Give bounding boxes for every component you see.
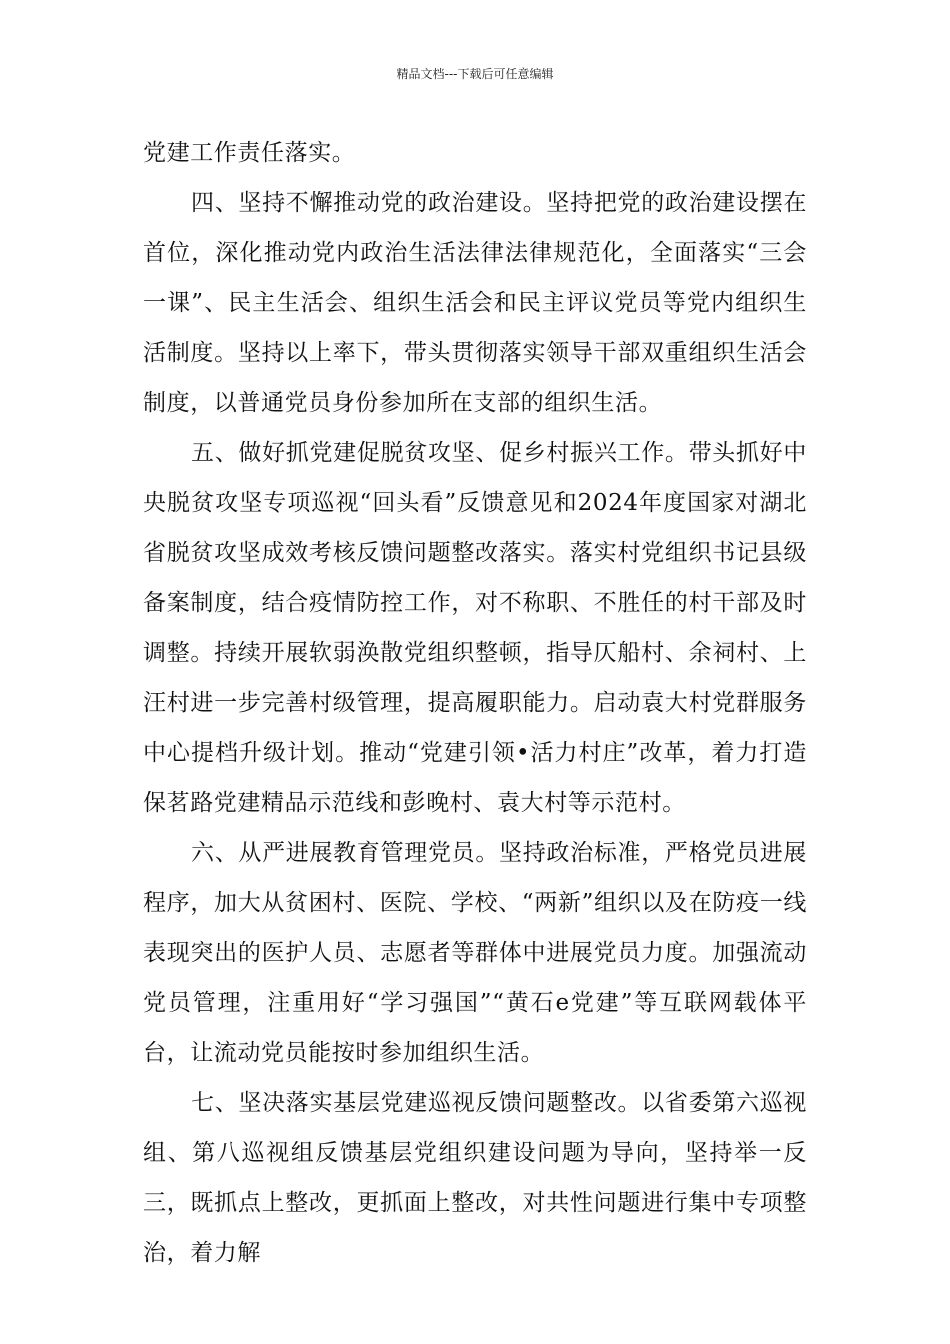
paragraph-continuation: 党建工作责任落实。	[143, 140, 356, 166]
paragraph-section-7: 七、坚决落实基层党建巡视反馈问题整改。以省委第六巡视组、第八巡视组反馈基层党组织建设问题为导向，坚持举一反三，既抓点上整改，更抓面上整改，对共性问题进行集中专项整治，着力解	[143, 1090, 807, 1266]
paragraph-section-6: 六、从严进展教育管理党员。坚持政治标准，严格党员进展程序，加大从贫困村、医院、学校、“两新”组织以及在防疫一线表现突出的医护人员、志愿者等群体中进展党员力度。加强流动党员管理，注重用好“学习强国”“黄石e党建”等互联网载体平台，让流动党员能按时参加组织生活。	[143, 840, 807, 1066]
paragraph-section-4: 四、坚持不懈推动党的政治建设。坚持把党的政治建设摆在首位，深化推动党内政治生活法律法律规范化，全面落实“三会一课”、民主生活会、组织生活会和民主评议党员等党内组织生活制度。坚持以上率下，带头贯彻落实领导干部双重组织生活会制度，以普通党员身份参加所在支部的组织生活。	[143, 190, 807, 416]
paragraph-section-5: 五、做好抓党建促脱贫攻坚、促乡村振兴工作。带头抓好中央脱贫攻坚专项巡视“回头看”反馈意见和2024年度国家对湖北省脱贫攻坚成效考核反馈问题整改落实。落实村党组织书记县级备案制度，结合疫情防控工作，对不称职、不胜任的村干部及时调整。持续开展软弱涣散党组织整顿，指导仄船村、余祠村、上汪村进一步完善村级管理，提高履职能力。启动袁大村党群服务中心提档升级计划。推动“党建引领•活力村庄”改革，着力打造保茗路党建精品示范线和彭晚村、袁大村等示范村。	[143, 440, 807, 816]
page-header: 精品文档---下载后可任意编辑	[396, 67, 554, 81]
document-body	[143, 128, 807, 1278]
